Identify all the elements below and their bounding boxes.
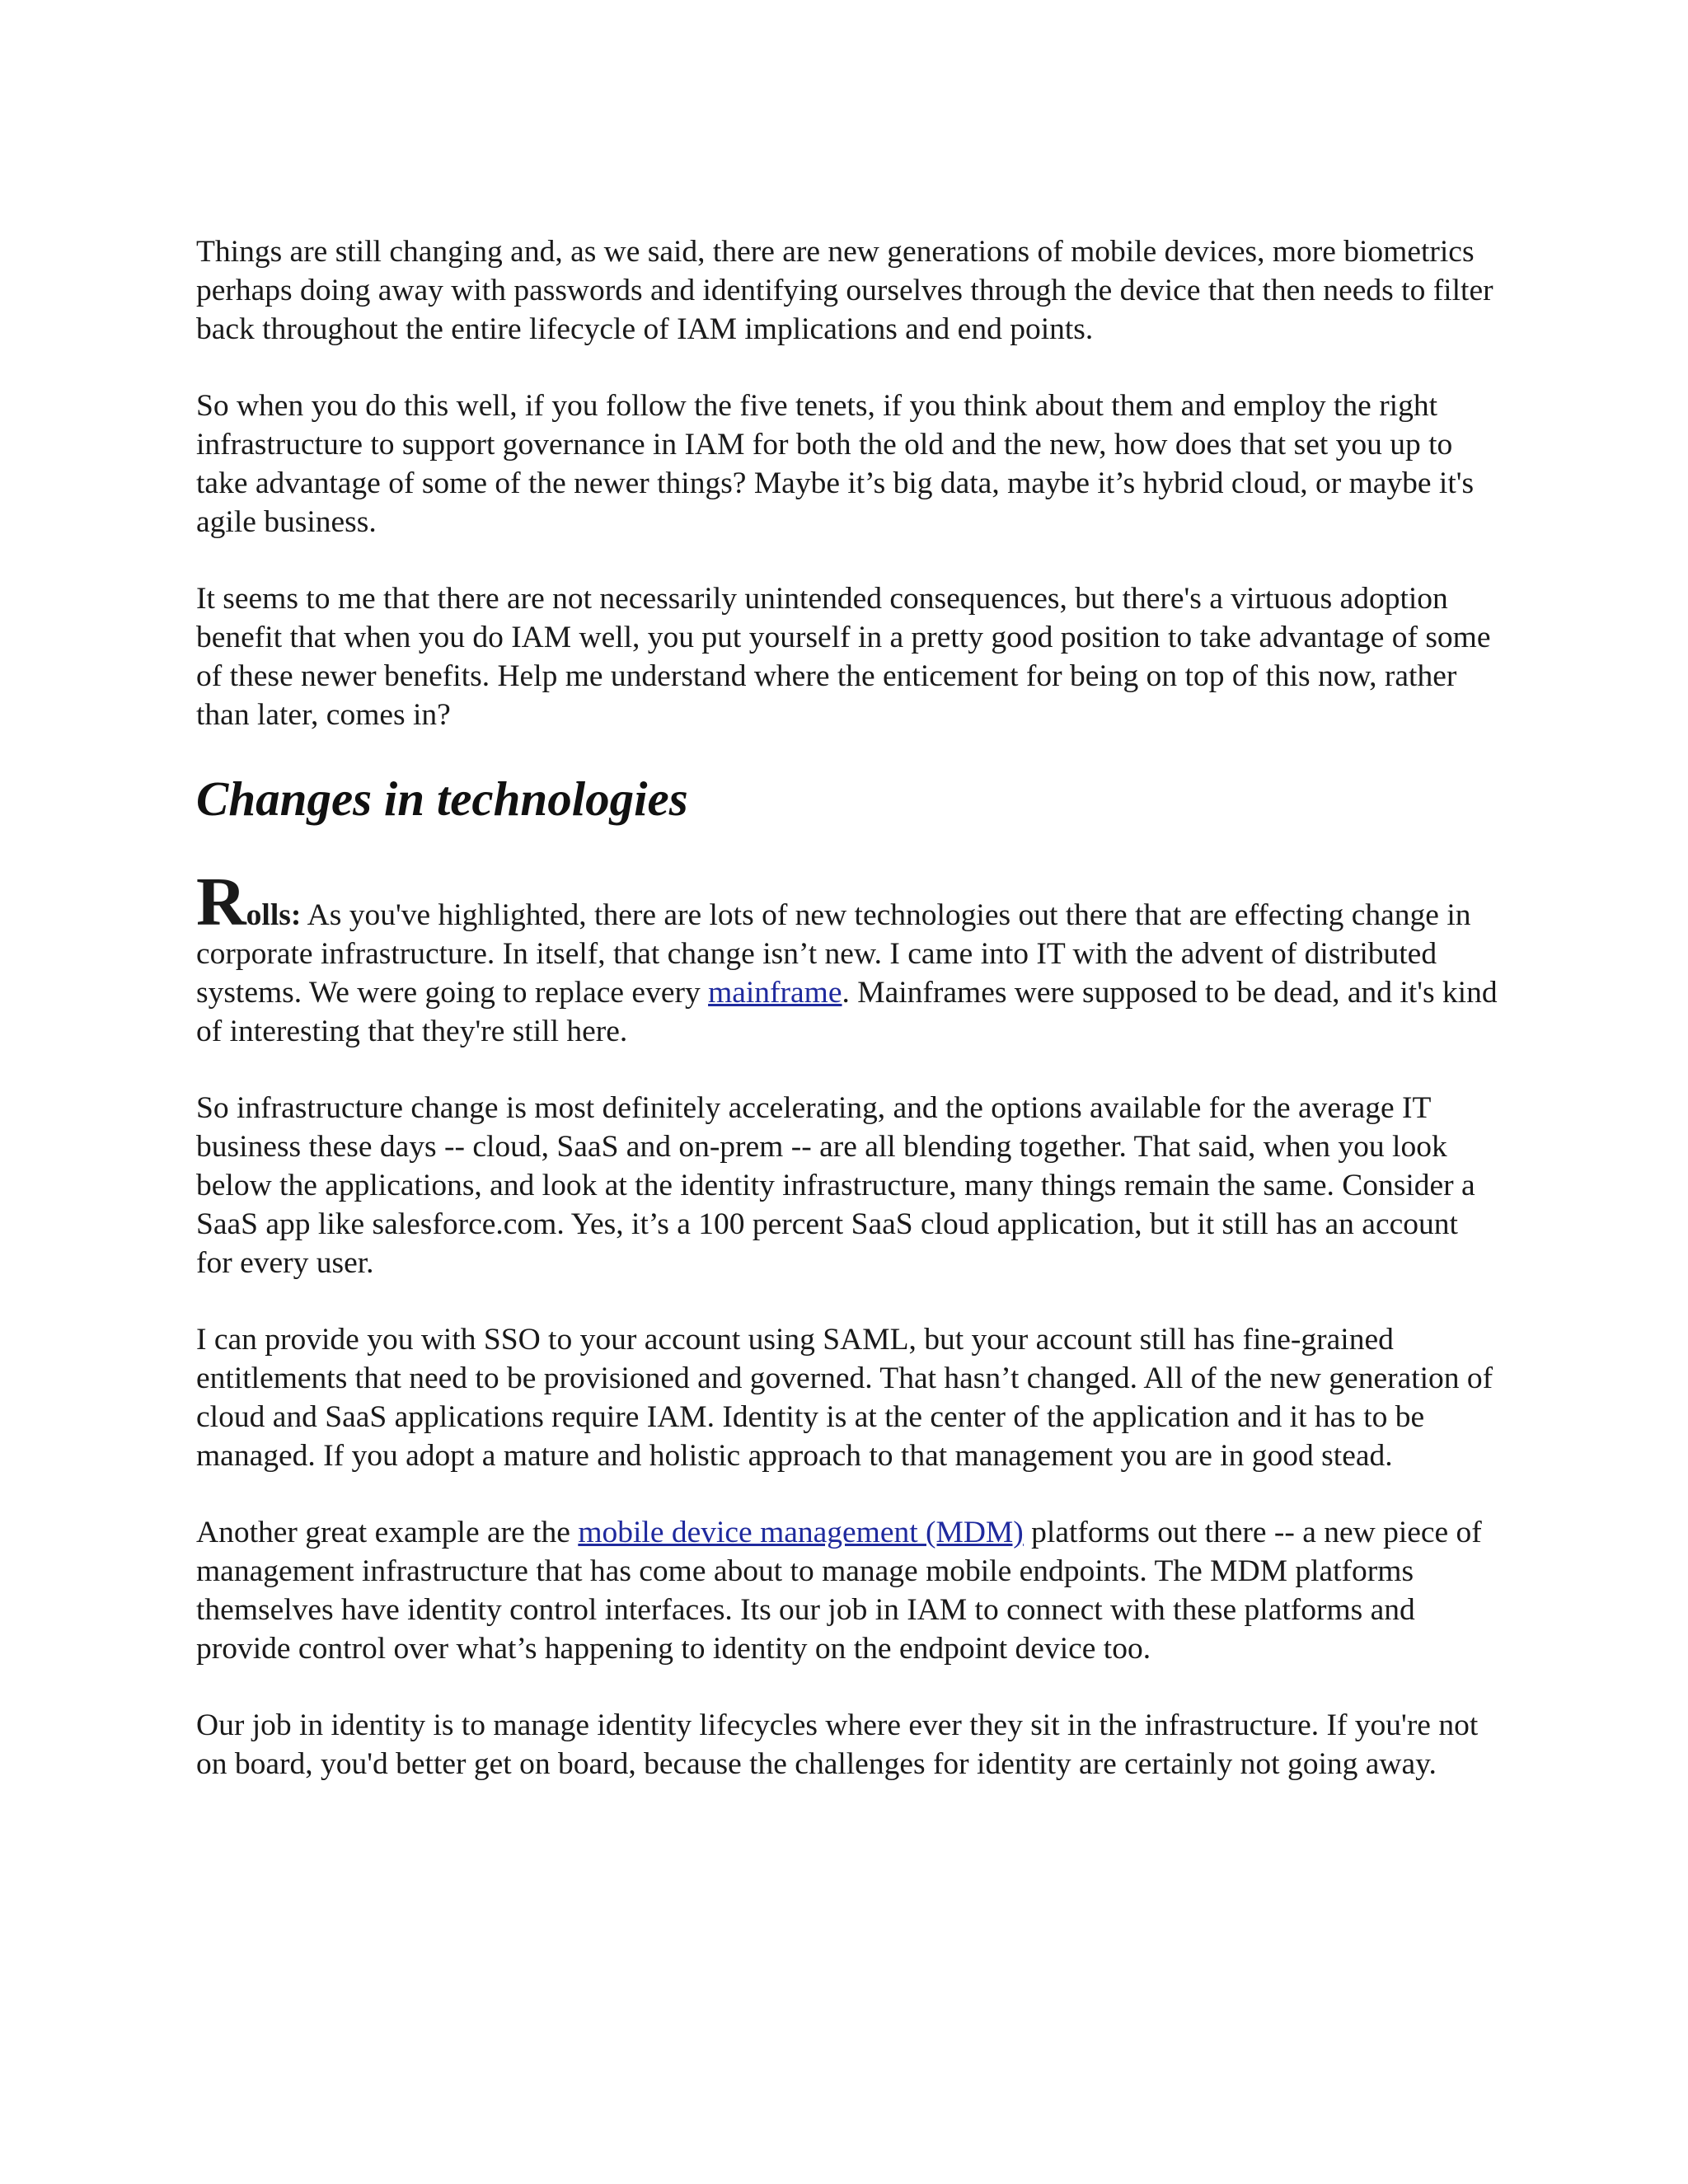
mdm-link[interactable]: mobile device management (MDM)	[578, 1516, 1024, 1549]
speaker-label: olls:	[246, 898, 302, 932]
document-page	[196, 232, 1498, 1821]
rolls-paragraph	[196, 864, 1498, 1051]
body-paragraph-5: Our job in identity is to manage identity lifecycles where ever they sit in the infrastructure. If you're not on board, you'd better get on board, because the challenges for identity are certainly not going away.	[196, 1708, 1479, 1781]
mdm-text-after-link: platforms out there -- a new piece of management infrastructure that has come about to manage mobile endpoints. The MDM platforms themselves have identity control interfaces. Its our job in IAM to connect with these platforms and provide control over what’s happening to identity on the endpoint device too.	[196, 1516, 1482, 1666]
mdm-paragraph	[196, 1513, 1498, 1668]
mainframe-link[interactable]: mainframe	[708, 976, 842, 1010]
body-paragraph-2: So infrastructure change is most definitely accelerating, and the options available for the average IT business these days -- cloud, SaaS and on-prem -- are all blending together. That said, when you look below the applications, and look at the identity infrastructure, many things remain the same. Consider a SaaS app like salesforce.com. Yes, it’s a 100 percent SaaS cloud application, but it still has an account for every user.	[196, 1091, 1475, 1280]
mdm-text-before-link: Another great example are the	[196, 1516, 579, 1549]
intro-paragraph-3: It seems to me that there are not necessarily unintended consequences, but there's a virtuous adoption benefit that when you do IAM well, you put yourself in a pretty good position to take advantage of some of these newer benefits. Help me understand where the enticement for being on top of this now, rather than later, comes in?	[196, 582, 1491, 732]
drop-cap: R	[196, 864, 246, 940]
intro-paragraph-2: So when you do this well, if you follow the five tenets, if you think about them and employ the right infrastructure to support governance in IAM for both the old and the new, how does that set you up to take advantage of some of the newer things? Maybe it’s big data, maybe it’s hybrid cloud, or maybe it's agile business.	[196, 389, 1475, 539]
intro-paragraph-1: Things are still changing and, as we said, there are new generations of mobile devices, more biometrics perhaps doing away with passwords and identifying ourselves through the device that then needs to filter back throughout the entire lifecycle of IAM implications and end points.	[196, 235, 1493, 346]
body-paragraph-3: I can provide you with SSO to your account using SAML, but your account still has fine-grained entitlements that need to be provisioned and governed. That hasn’t changed. All of the new generation of cloud and SaaS applications require IAM. Identity is at the center of the application and it has to be managed. If you adopt a mature and holistic approach to that management you are in good stead.	[196, 1323, 1493, 1473]
rolls-text-after-link: . Mainframes were supposed to be dead, and it's kind of interesting that they're still here.	[196, 976, 1498, 1048]
rolls-text-before-link: As you've highlighted, there are lots of new technologies out there that are effecting change in corporate infrastructure. In itself, that change isn’t new. I came into IT with the advent of distributed systems. We were going to replace every	[196, 898, 1471, 1010]
section-heading: Changes in technologies	[196, 771, 688, 826]
